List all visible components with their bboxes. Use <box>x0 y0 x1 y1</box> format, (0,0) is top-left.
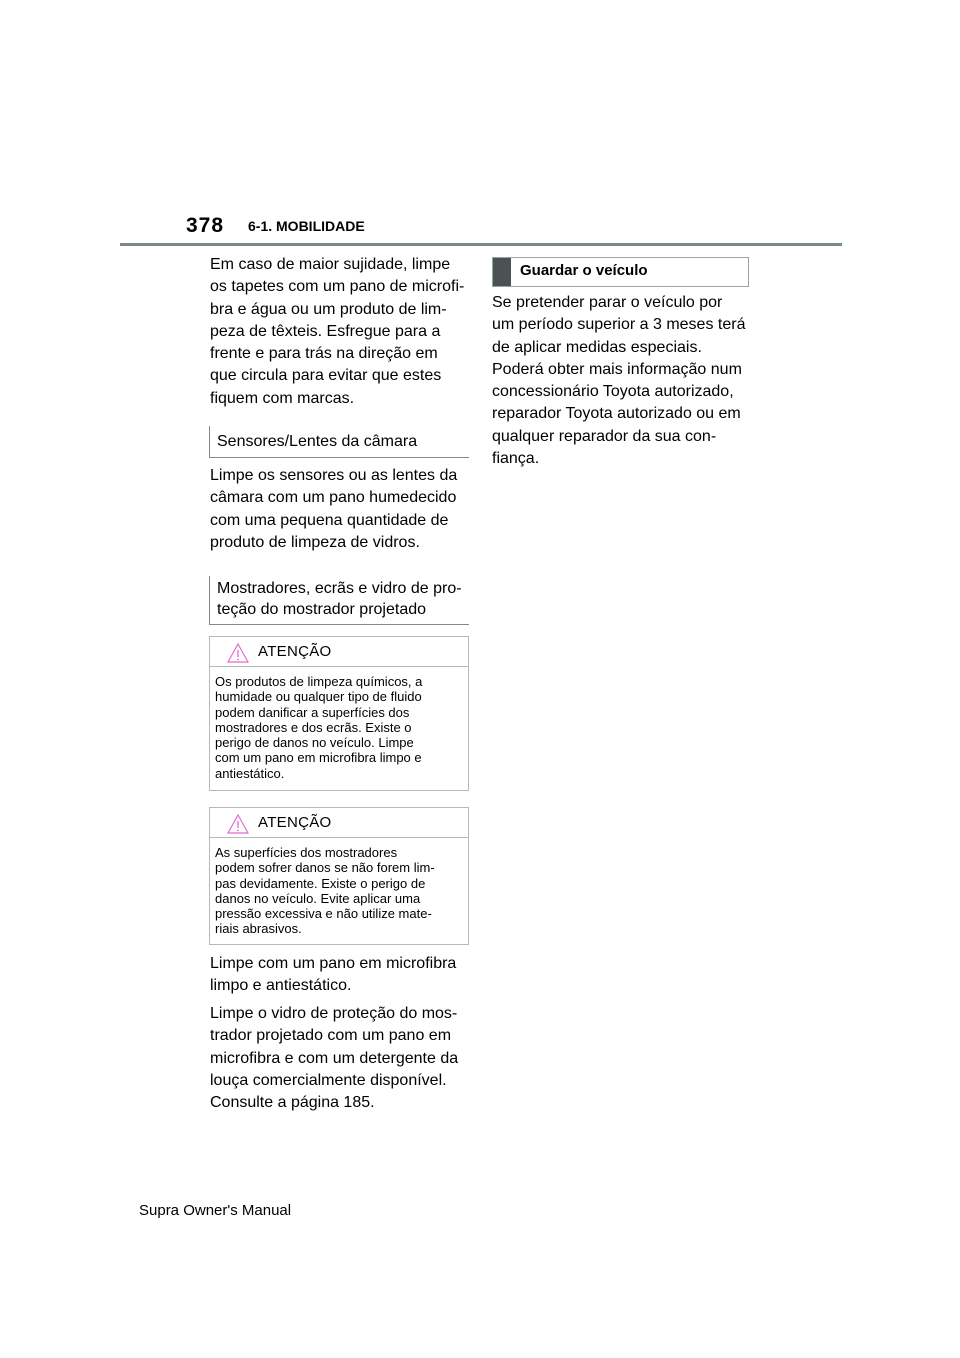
heading-bar <box>493 258 511 286</box>
text-line: fiquem com marcas. <box>210 389 355 407</box>
warning-triangle-icon <box>227 643 249 663</box>
text-line: os tapetes com um pano de microfi- <box>210 278 465 296</box>
text-line: microfibra e com um detergente da <box>210 1049 459 1067</box>
text-line: Poderá obter mais informação num <box>492 360 742 378</box>
text-line: trador projetado com um pano em <box>210 1027 452 1045</box>
heading-text: Guardar o veículo <box>520 262 648 279</box>
warning-body <box>210 838 468 945</box>
text-line: Limpe os sensores ou as lentes da <box>210 467 458 484</box>
text-line: podem danificar a superfícies dos <box>215 704 410 720</box>
warning-box <box>209 807 469 945</box>
text-line: fiança. <box>492 450 540 468</box>
text-line: bra e água ou um produto de lim- <box>210 300 447 318</box>
warning-title: ATENÇÃO <box>258 643 332 660</box>
warning-body <box>210 667 468 789</box>
text-line: câmara com um pano humedecido <box>210 489 457 507</box>
text-line: Limpe com um pano em microfibra <box>210 955 457 972</box>
text-line: concessionário Toyota autorizado, <box>492 383 734 401</box>
text-line: frente e para trás na direção em <box>210 345 438 363</box>
subheading-text: Sensores/Lentes da câmara <box>217 433 418 450</box>
text-line: mostradores e dos ecrãs. Existe o <box>215 719 412 735</box>
footer-manual-title: Supra Owner's Manual <box>139 1202 292 1219</box>
text-line: que circula para evitar que estes <box>210 367 442 385</box>
header-divider <box>120 243 842 246</box>
text-line: Em caso de maior sujidade, limpe <box>210 256 451 273</box>
text-line: com um pano em microfibra limpo e <box>215 750 422 766</box>
warning-title: ATENÇÃO <box>258 814 332 831</box>
text-line: antiestático. <box>215 765 285 781</box>
text-line: danos no veículo. Evite aplicar uma <box>215 890 421 906</box>
warning-header <box>210 637 468 667</box>
text-line: com uma pequena quantidade de <box>210 511 449 529</box>
text-line: As superfícies dos mostradores <box>215 845 398 860</box>
hud-paragraph <box>210 1003 475 1114</box>
subheading-displays <box>209 576 469 625</box>
text-line: de aplicar medidas especiais. <box>492 338 702 356</box>
sensors-paragraph <box>210 465 475 554</box>
text-line: qualquer reparador da sua con- <box>492 427 717 445</box>
text-line: Os produtos de limpeza químicos, a <box>215 674 423 689</box>
text-line: pas devidamente. Existe o perigo de <box>215 875 426 891</box>
storage-paragraph <box>492 292 757 470</box>
subheading-text: Mostradores, ecrãs e vidro de pro- <box>217 580 462 597</box>
text-line: reparador Toyota autorizado ou em <box>492 405 741 423</box>
section-title: 6-1. MOBILIDADE <box>248 218 365 234</box>
text-line: Consulte a página 185. <box>210 1094 375 1112</box>
text-line: podem sofrer danos se não forem lim- <box>215 860 435 876</box>
heading-storage <box>492 257 749 287</box>
text-line: Limpe o vidro de proteção do mos- <box>210 1005 458 1022</box>
warning-header <box>210 808 468 838</box>
intro-paragraph <box>210 254 475 410</box>
text-line: louça comercialmente disponível. <box>210 1071 447 1089</box>
warning-box <box>209 636 469 791</box>
text-line: Se pretender parar o veículo por <box>492 294 723 311</box>
subheading-sensors <box>209 426 469 458</box>
text-line: riais abrasivos. <box>215 921 302 937</box>
text-line: pressão excessiva e não utilize mate- <box>215 906 432 922</box>
subheading-text: teção do mostrador projetado <box>217 601 427 618</box>
text-line: limpo e antiestático. <box>210 977 352 995</box>
text-line: perigo de danos no veículo. Limpe <box>215 735 414 751</box>
text-line: um período superior a 3 meses terá <box>492 316 746 334</box>
text-line: peza de têxteis. Esfregue para a <box>210 322 441 340</box>
text-line: humidade ou qualquer tipo de fluido <box>215 689 422 705</box>
text-line: produto de limpeza de vidros. <box>210 533 420 551</box>
warning-triangle-icon <box>227 814 249 834</box>
page-number: 378 <box>186 214 225 237</box>
microfiber-paragraph <box>210 953 475 998</box>
